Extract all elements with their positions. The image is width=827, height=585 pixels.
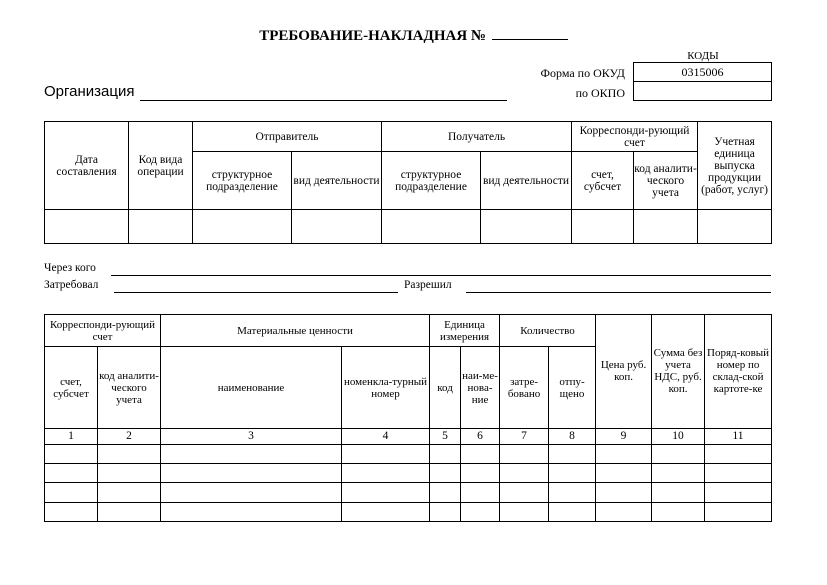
cell[interactable] bbox=[461, 464, 500, 483]
col-number: 11 bbox=[705, 428, 772, 444]
cell[interactable] bbox=[193, 210, 292, 244]
okpo-label: по ОКПО bbox=[575, 86, 625, 100]
header-table bbox=[44, 121, 772, 244]
col-number: 8 bbox=[549, 428, 596, 444]
cell[interactable] bbox=[129, 210, 193, 244]
col-date: Дата составления bbox=[45, 122, 129, 210]
codes-label: КОДЫ bbox=[687, 50, 719, 62]
cell[interactable] bbox=[596, 483, 652, 502]
document-title bbox=[0, 26, 827, 45]
okud-label: Форма по ОКУД bbox=[540, 66, 625, 80]
col-name: наименование bbox=[161, 347, 342, 428]
requested-field[interactable] bbox=[114, 292, 398, 293]
table-row bbox=[45, 210, 772, 244]
okpo-code[interactable] bbox=[634, 82, 771, 100]
cell[interactable] bbox=[652, 464, 705, 483]
col-receiver-struct: структурное подразделение bbox=[382, 152, 481, 210]
col-number: 7 bbox=[500, 428, 549, 444]
cell[interactable] bbox=[705, 483, 772, 502]
table-row bbox=[45, 444, 772, 463]
table-row bbox=[45, 502, 772, 521]
col-number: 5 bbox=[430, 428, 461, 444]
cell[interactable] bbox=[500, 464, 549, 483]
cell[interactable] bbox=[549, 502, 596, 521]
col-account-sub: счет, субсчет bbox=[45, 347, 98, 428]
cell[interactable] bbox=[342, 444, 430, 463]
cell[interactable] bbox=[292, 210, 382, 244]
cell[interactable] bbox=[161, 502, 342, 521]
cell[interactable] bbox=[342, 483, 430, 502]
col-sender-struct: структурное подразделение bbox=[193, 152, 292, 210]
col-nomenclature: номенкла-турный номер bbox=[342, 347, 430, 428]
cell[interactable] bbox=[461, 502, 500, 521]
col-sum: Сумма без учета НДС, руб. коп. bbox=[652, 315, 705, 429]
cell[interactable] bbox=[705, 444, 772, 463]
cell[interactable] bbox=[98, 483, 161, 502]
col-analytic-code: код аналити-ческого учета bbox=[634, 152, 698, 210]
cell[interactable] bbox=[161, 464, 342, 483]
cell[interactable] bbox=[342, 502, 430, 521]
organization-field[interactable] bbox=[140, 100, 507, 101]
cell[interactable] bbox=[500, 444, 549, 463]
cell[interactable] bbox=[705, 502, 772, 521]
through-whom-label: Через кого bbox=[44, 262, 96, 274]
cell[interactable] bbox=[342, 464, 430, 483]
col-unit: Учетная единица выпуска продукции (работ, услуг) bbox=[698, 122, 772, 210]
cell[interactable] bbox=[549, 444, 596, 463]
col-sender-activity: вид деятельности bbox=[292, 152, 382, 210]
col-code: код bbox=[430, 347, 461, 428]
table-row bbox=[45, 464, 772, 483]
cell[interactable] bbox=[481, 210, 572, 244]
cell[interactable] bbox=[45, 444, 98, 463]
cell[interactable] bbox=[698, 210, 772, 244]
cell[interactable] bbox=[161, 483, 342, 502]
through-whom-field[interactable] bbox=[111, 275, 771, 276]
cell[interactable] bbox=[430, 464, 461, 483]
cell[interactable] bbox=[98, 464, 161, 483]
col-corr-account: Корреспонди-рующий счет bbox=[572, 122, 698, 152]
cell[interactable] bbox=[430, 483, 461, 502]
col-number: 1 bbox=[45, 428, 98, 444]
codes-box bbox=[633, 62, 772, 101]
cell[interactable] bbox=[634, 210, 698, 244]
col-op-code: Код вида операции bbox=[129, 122, 193, 210]
cell[interactable] bbox=[45, 502, 98, 521]
permitted-label: Разрешил bbox=[404, 279, 452, 291]
col-receiver: Получатель bbox=[382, 122, 572, 152]
cell[interactable] bbox=[461, 444, 500, 463]
col-stock-card: Поряд-ковый номер по склад-ской картоте-ке bbox=[705, 315, 772, 429]
materials-table bbox=[44, 314, 772, 522]
col-materials: Материальные ценности bbox=[161, 315, 430, 347]
column-numbers-row bbox=[45, 428, 772, 444]
col-price: Цена руб. коп. bbox=[596, 315, 652, 429]
cell[interactable] bbox=[430, 444, 461, 463]
permitted-field[interactable] bbox=[466, 292, 771, 293]
cell[interactable] bbox=[705, 464, 772, 483]
cell[interactable] bbox=[98, 502, 161, 521]
cell[interactable] bbox=[596, 502, 652, 521]
cell[interactable] bbox=[500, 502, 549, 521]
col-unit: Единица измерения bbox=[430, 315, 500, 347]
col-account-sub: счет, субсчет bbox=[572, 152, 634, 210]
col-number: 9 bbox=[596, 428, 652, 444]
col-requested: затре-бовано bbox=[500, 347, 549, 428]
title-text: ТРЕБОВАНИЕ-НАКЛАДНАЯ № bbox=[259, 28, 486, 44]
cell[interactable] bbox=[430, 502, 461, 521]
requested-label: Затребовал bbox=[44, 279, 99, 291]
col-number: 4 bbox=[342, 428, 430, 444]
cell[interactable] bbox=[652, 483, 705, 502]
col-analytic-code: код аналити-ческого учета bbox=[98, 347, 161, 428]
cell[interactable] bbox=[98, 444, 161, 463]
table-row bbox=[45, 483, 772, 502]
col-number: 3 bbox=[161, 428, 342, 444]
cell[interactable] bbox=[652, 502, 705, 521]
col-receiver-activity: вид деятельности bbox=[481, 152, 572, 210]
cell[interactable] bbox=[596, 464, 652, 483]
col-corr-account: Корреспонди-рующий счет bbox=[45, 315, 161, 347]
cell[interactable] bbox=[596, 444, 652, 463]
cell[interactable] bbox=[461, 483, 500, 502]
cell[interactable] bbox=[382, 210, 481, 244]
col-number: 6 bbox=[461, 428, 500, 444]
col-quantity: Количество bbox=[500, 315, 596, 347]
col-sender: Отправитель bbox=[193, 122, 382, 152]
okud-code[interactable]: 0315006 bbox=[634, 63, 771, 82]
cell[interactable] bbox=[549, 464, 596, 483]
cell[interactable] bbox=[549, 483, 596, 502]
cell[interactable] bbox=[45, 210, 129, 244]
col-number: 2 bbox=[98, 428, 161, 444]
cell[interactable] bbox=[45, 464, 98, 483]
cell[interactable] bbox=[161, 444, 342, 463]
col-released: отпу-щено bbox=[549, 347, 596, 428]
cell[interactable] bbox=[652, 444, 705, 463]
col-unit-name: наи-ме-нова-ние bbox=[461, 347, 500, 428]
document-number-field[interactable] bbox=[492, 26, 568, 40]
cell[interactable] bbox=[500, 483, 549, 502]
organization-label: Организация bbox=[44, 83, 135, 100]
cell[interactable] bbox=[572, 210, 634, 244]
col-number: 10 bbox=[652, 428, 705, 444]
cell[interactable] bbox=[45, 483, 98, 502]
